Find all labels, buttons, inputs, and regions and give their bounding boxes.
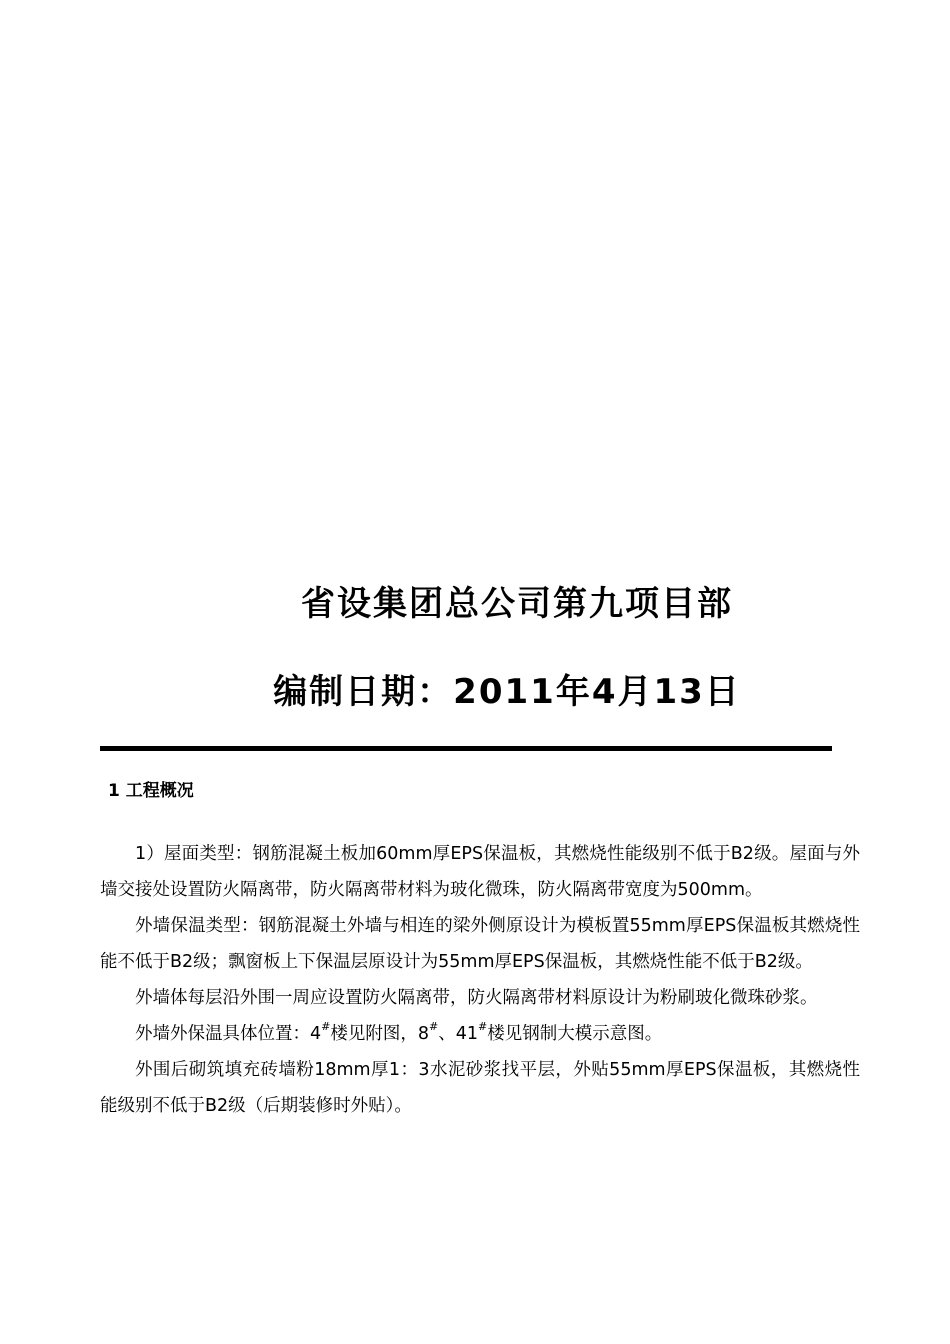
section-heading: 1 工程概况 bbox=[108, 781, 194, 801]
organization-title: 省设集团总公司第九项目部 bbox=[301, 584, 733, 624]
building-mark: # bbox=[321, 1020, 331, 1034]
building-mark: # bbox=[478, 1020, 488, 1034]
paragraph-roof: 1）屋面类型：钢筋混凝土板加60mm厚EPS保温板，其燃烧性能级别不低于B2级。屋面与外墙交接处设置防火隔离带，防火隔离带材料为玻化微珠，防火隔离带宽度为500mm。 bbox=[100, 844, 860, 900]
building-mark: # bbox=[429, 1020, 439, 1034]
location-mid-1: 楼见附图，8 bbox=[330, 1024, 429, 1044]
location-tail: 楼见钢制大模示意图。 bbox=[487, 1024, 663, 1044]
paragraph-location bbox=[100, 1016, 860, 1052]
paragraph-infill-wall: 外围后砌筑填充砖墙粉18mm厚1：3水泥砂浆找平层，外贴55mm厚EPS保温板，其燃烧性能级别不低于B2级（后期装修时外贴）。 bbox=[100, 1060, 860, 1116]
paragraph-fire-barrier: 外墙体每层沿外围一周应设置防火隔离带，防火隔离带材料原设计为粉刷玻化微珠砂浆。 bbox=[135, 988, 818, 1008]
compile-date: 编制日期：2011年4月13日 bbox=[273, 672, 741, 712]
divider-rule bbox=[100, 746, 832, 751]
paragraph-wall-insulation: 外墙保温类型：钢筋混凝土外墙与相连的梁外侧原设计为模板置55mm厚EPS保温板其燃烧性能不低于B2级；飘窗板上下保温层原设计为55mm厚EPS保温板，其燃烧性能不低于B2级。 bbox=[100, 916, 860, 972]
location-lead: 外墙外保温具体位置：4 bbox=[135, 1024, 322, 1044]
section-body bbox=[100, 836, 860, 1124]
location-mid-2: 、41 bbox=[438, 1024, 478, 1044]
